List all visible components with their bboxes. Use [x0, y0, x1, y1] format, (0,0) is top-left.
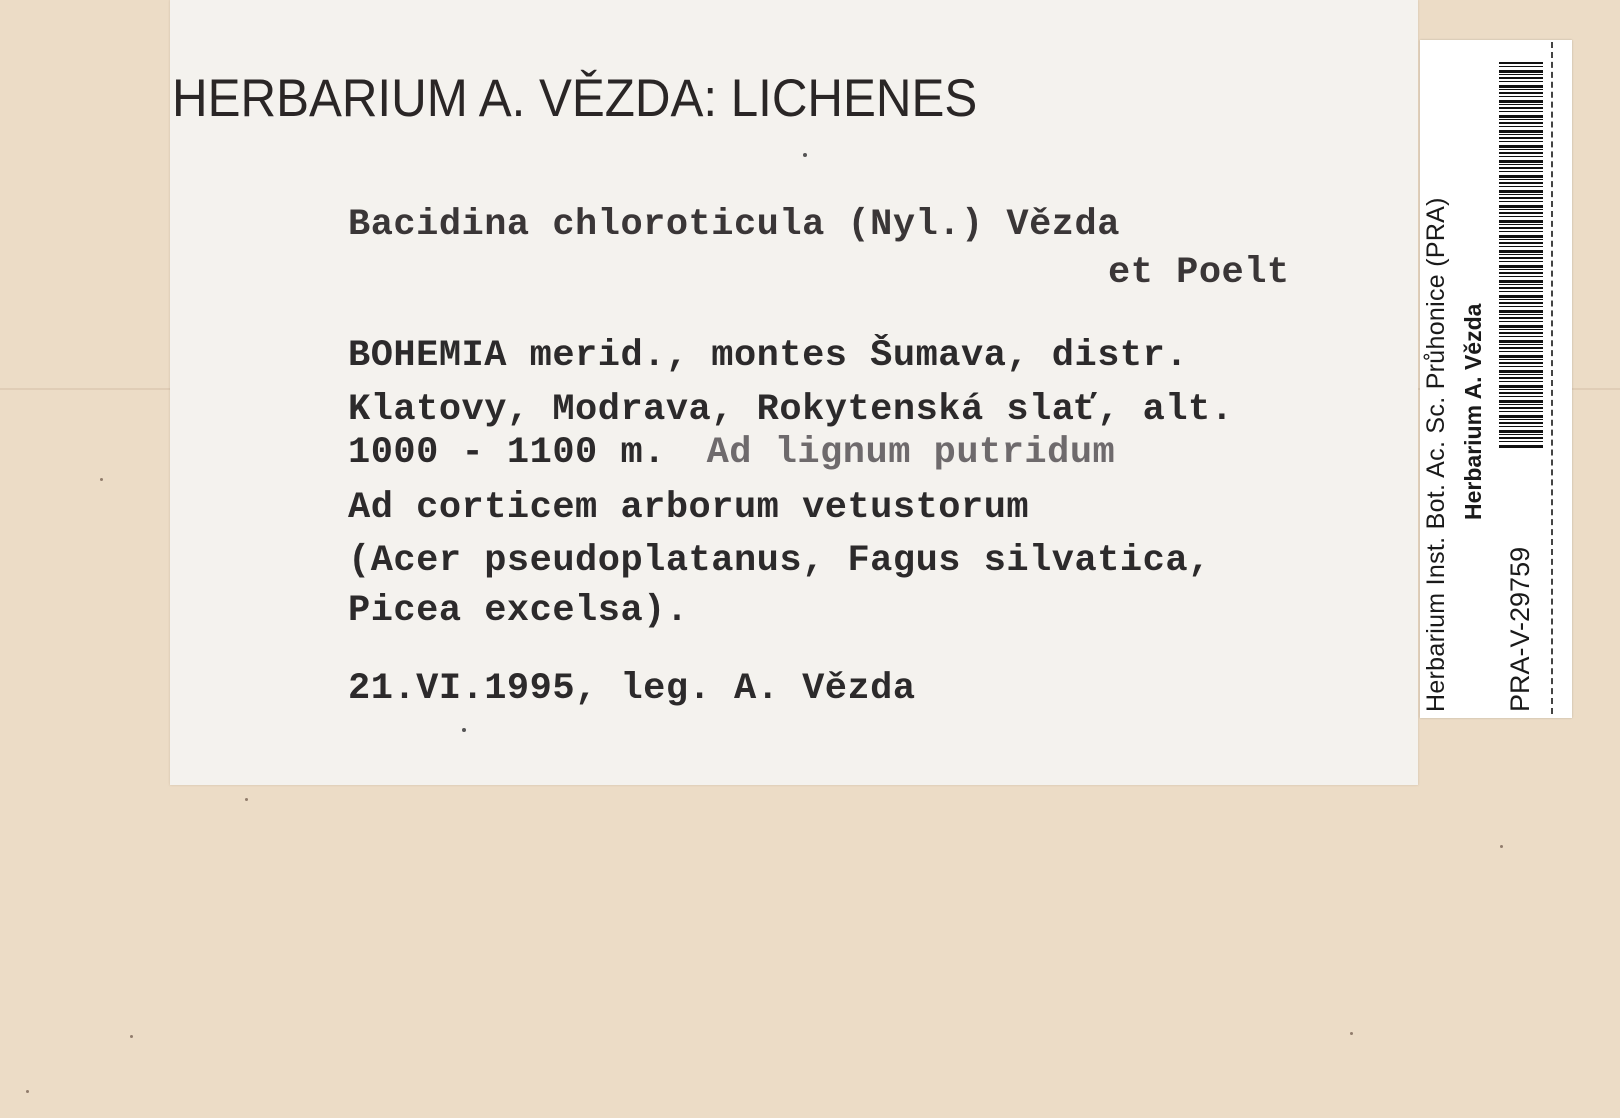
- date-collector: 21.VI.1995, leg. A. Vězda: [348, 668, 916, 710]
- substrate-annotation: Ad lignum putridum: [706, 432, 1116, 474]
- collection-name-text: Herbarium A. Vězda: [1460, 303, 1486, 520]
- taxon-name-line-1: Bacidina chloroticula (Nyl.) Vězda: [348, 204, 1120, 246]
- ink-dot: [803, 153, 807, 157]
- paper-speck: [1350, 1032, 1353, 1035]
- altitude-text: 1000 - 1100 m.: [348, 432, 666, 474]
- herbarium-title: HERBARIUM A. VĚZDA: LICHENES: [172, 69, 978, 128]
- locality-line-5: (Acer pseudoplatanus, Fagus silvatica,: [348, 540, 1211, 582]
- barcode-icon: [1499, 62, 1543, 448]
- paper-speck: [130, 1035, 133, 1038]
- locality-line-1: BOHEMIA merid., montes Šumava, distr.: [348, 335, 1189, 377]
- dashed-divider: [1551, 42, 1553, 714]
- institution-text: Herbarium Inst. Bot. Ac. Sc. Průhonice (PRA): [1422, 197, 1450, 712]
- paper-speck: [26, 1090, 29, 1093]
- locality-line-4: Ad corticem arborum vetustorum: [348, 487, 1030, 529]
- taxon-name-line-2: et Poelt: [1108, 252, 1290, 294]
- paper-speck: [100, 478, 103, 481]
- locality-line-3: [348, 432, 1115, 474]
- ink-dot: [462, 728, 466, 732]
- locality-line-2: Klatovy, Modrava, Rokytenská slať, alt.: [348, 389, 1234, 431]
- paper-speck: [245, 798, 248, 801]
- specimen-id-text: PRA-V-29759: [1505, 546, 1535, 712]
- locality-line-6: Picea excelsa).: [348, 590, 689, 632]
- paper-speck: [1500, 845, 1503, 848]
